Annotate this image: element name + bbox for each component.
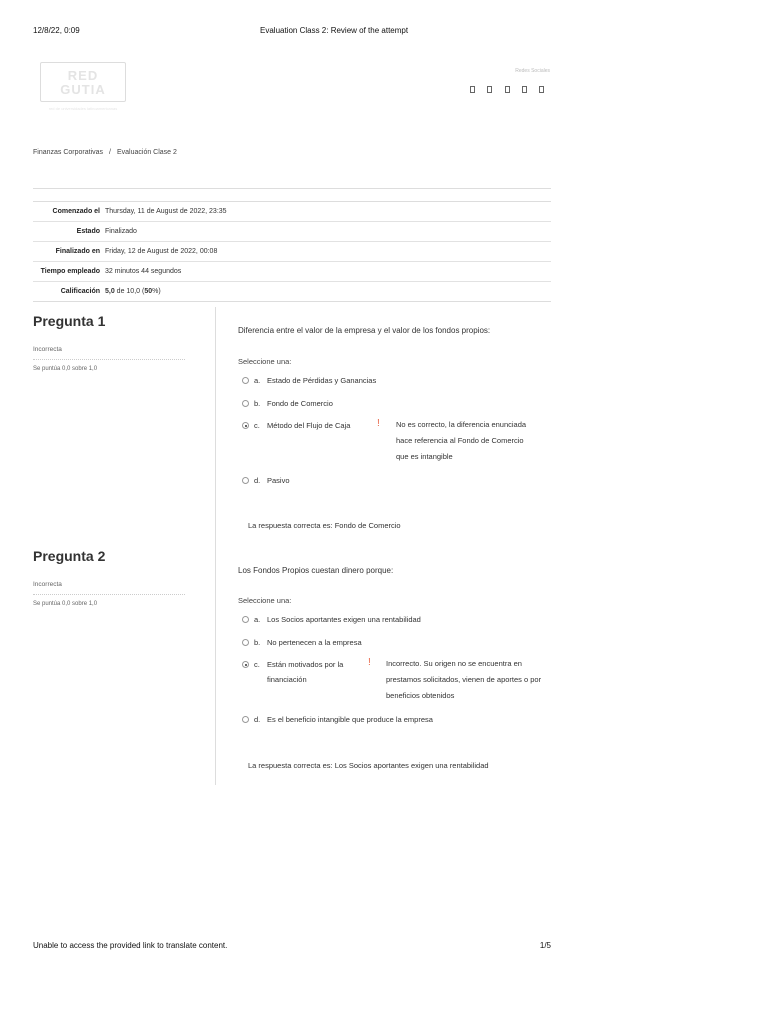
- summary-row: [33, 202, 551, 222]
- breadcrumb: [33, 149, 177, 156]
- right-answer: La respuesta correcta es: Los Socios aportantes exigen una rentabilidad: [248, 761, 489, 770]
- breadcrumb-course[interactable]: Finanzas Corporativas: [33, 149, 104, 156]
- footer-message: Unable to access the provided link to translate content.: [33, 941, 228, 950]
- radio-button-selected[interactable]: [242, 422, 249, 429]
- summary-label: Calificación: [60, 288, 100, 295]
- radio-button[interactable]: [242, 400, 249, 407]
- summary-label: Tiempo empleado: [40, 268, 100, 275]
- option-text: Método del Flujo de Caja: [267, 421, 351, 430]
- radio-button[interactable]: [242, 616, 249, 623]
- question-info: [33, 548, 185, 607]
- page-number: 1/5: [539, 941, 551, 950]
- answer-option[interactable]: [242, 715, 433, 727]
- option-letter: b.: [254, 399, 261, 408]
- answer-prompt: Seleccione una:: [238, 596, 292, 605]
- question-state: Incorrecta: [33, 346, 185, 360]
- option-letter: a.: [254, 615, 261, 624]
- linkedin-icon[interactable]: [505, 86, 510, 93]
- breadcrumb-page[interactable]: Evaluación Clase 2: [116, 149, 177, 156]
- logo-tagline: red de universidades latinoamericanas: [48, 106, 118, 111]
- answer-option[interactable]: [242, 615, 421, 627]
- social-label: Redes Sociales: [515, 68, 550, 74]
- summary-label: Comenzado el: [52, 208, 100, 215]
- option-text: Es el beneficio intangible que produce la empresa: [267, 715, 433, 724]
- instagram-icon[interactable]: [539, 86, 544, 93]
- summary-value: Finalizado: [105, 228, 137, 235]
- question-column-divider: [215, 307, 216, 785]
- question-title: Pregunta 1: [33, 313, 106, 329]
- summary-value: Thursday, 11 de August de 2022, 23:35: [105, 208, 227, 215]
- summary-label: Estado: [76, 228, 100, 235]
- summary-row: [33, 282, 551, 302]
- option-letter: c.: [254, 421, 260, 430]
- divider: [33, 188, 551, 189]
- option-text: Pasivo: [267, 476, 290, 485]
- answer-option[interactable]: [242, 638, 362, 650]
- radio-button[interactable]: [242, 639, 249, 646]
- radio-button-selected[interactable]: [242, 661, 249, 668]
- question-info: [33, 313, 185, 372]
- option-text: Están motivados por la financiación: [267, 660, 344, 684]
- social-links: [466, 68, 550, 93]
- social-icons: [466, 86, 550, 93]
- incorrect-icon: ǃ: [368, 657, 371, 668]
- answer-prompt: Seleccione una:: [238, 357, 292, 366]
- option-letter: d.: [254, 476, 261, 485]
- breadcrumb-separator: /: [109, 149, 111, 156]
- option-letter: d.: [254, 715, 261, 724]
- answer-option[interactable]: [242, 376, 376, 388]
- answer-feedback: No es correcto, la diferencia enunciada hace referencia al Fondo de Comercio que es intangible: [396, 420, 527, 461]
- youtube-icon[interactable]: [522, 86, 527, 93]
- option-text: Fondo de Comercio: [267, 399, 333, 408]
- question-grade: Se puntúa 0,0 sobre 1,0: [33, 366, 98, 372]
- twitter-icon[interactable]: [487, 86, 492, 93]
- question-text: Diferencia entre el valor de la empresa y el valor de los fondos propios:: [238, 326, 491, 335]
- answer-option[interactable]: [242, 421, 350, 433]
- logo-line-1: RED: [67, 68, 99, 83]
- summary-value: Friday, 12 de August de 2022, 00:08: [105, 248, 218, 255]
- attempt-summary-table: [33, 202, 551, 302]
- summary-value: 32 minutos 44 segundos: [105, 268, 182, 275]
- question-grade: Se puntúa 0,0 sobre 1,0: [33, 601, 98, 607]
- answer-feedback: Incorrecto. Su origen no se encuentra en prestamos solicitados, vienen de aportes o por beneficios obtenidos: [386, 659, 542, 700]
- print-date: 12/8/22, 0:09: [33, 26, 80, 35]
- summary-row: [33, 262, 551, 282]
- answer-option[interactable]: [242, 660, 362, 687]
- question-title: Pregunta 2: [33, 548, 106, 564]
- option-text: Los Socios aportantes exigen una rentabilidad: [267, 615, 421, 624]
- option-letter: a.: [254, 376, 261, 385]
- option-letter: b.: [254, 638, 261, 647]
- question-text: Los Fondos Propios cuestan dinero porque:: [238, 566, 394, 575]
- radio-button[interactable]: [242, 716, 249, 723]
- summary-row: [33, 242, 551, 262]
- radio-button[interactable]: [242, 477, 249, 484]
- summary-row: [33, 222, 551, 242]
- answer-option[interactable]: [242, 399, 333, 411]
- right-answer: La respuesta correcta es: Fondo de Comercio: [248, 521, 401, 530]
- summary-label: Finalizado en: [55, 248, 100, 255]
- option-text: Estado de Pérdidas y Ganancias: [267, 376, 377, 385]
- print-title: Evaluation Class 2: Review of the attempt: [260, 26, 409, 35]
- site-logo[interactable]: [38, 62, 128, 112]
- incorrect-icon: ǃ: [377, 418, 380, 429]
- question-state: Incorrecta: [33, 581, 185, 595]
- summary-value: 5,0 de 10,0 (50%): [105, 288, 161, 295]
- option-text: No pertenecen a la empresa: [267, 638, 362, 647]
- answer-option[interactable]: [242, 476, 290, 488]
- radio-button[interactable]: [242, 377, 249, 384]
- option-letter: c.: [254, 660, 260, 669]
- logo-line-2: GUTIA: [60, 82, 106, 97]
- facebook-icon[interactable]: [470, 86, 475, 93]
